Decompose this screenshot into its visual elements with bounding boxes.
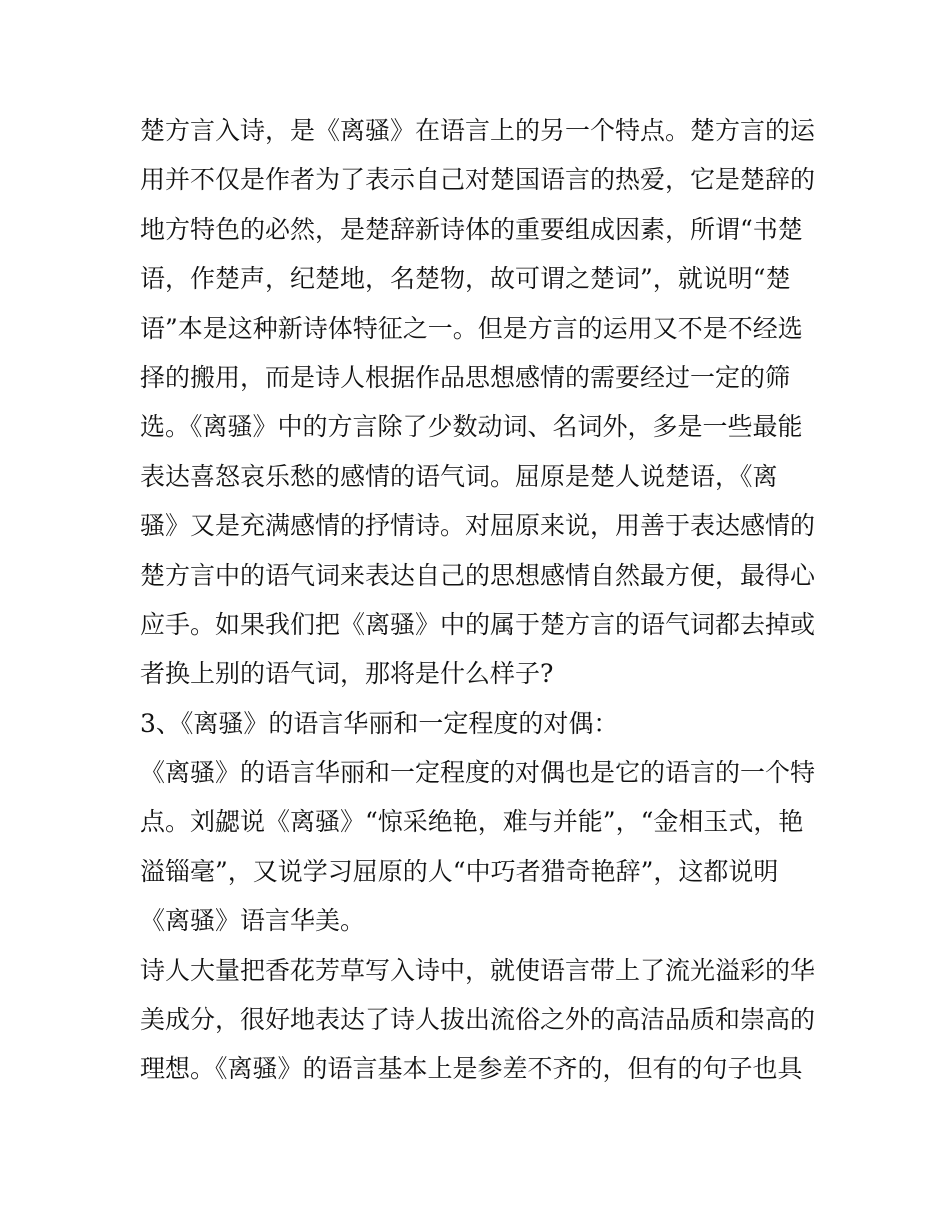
text-line: 应手。如果我们把《离骚》中的属于楚方言的语气词都去掉或 xyxy=(140,609,816,639)
text-line: 者换上别的语气词，那将是什么样子? xyxy=(140,659,554,689)
text-line: 《离骚》语言华美。 xyxy=(140,906,366,936)
paragraph-ornate-language xyxy=(140,748,830,946)
text-line: 语，作楚声，纪楚地，名楚物，故可谓之楚词”，就说明“楚 xyxy=(140,264,791,294)
text-line: 《离骚》的语言华丽和一定程度的对偶也是它的语言的一个特 xyxy=(140,758,816,788)
text-line: 用并不仅是作者为了表示自己对楚国语言的热爱，它是楚辞的 xyxy=(140,165,816,195)
text-line: 楚方言入诗，是《离骚》在语言上的另一个特点。楚方言的运 xyxy=(140,116,816,145)
text-line: 选。《离骚》中的方言除了少数动词、名词外，多是一些最能 xyxy=(140,412,803,442)
text-line: 骚》又是充满感情的抒情诗。对屈原来说，用善于表达感情的 xyxy=(140,511,816,541)
text-line: 美成分，很好地表达了诗人拔出流俗之外的高洁品质和崇高的 xyxy=(140,1005,816,1035)
document-body xyxy=(140,106,830,1094)
text-line: 表达喜怒哀乐愁的感情的语气词。屈原是楚人说楚语，《离 xyxy=(140,461,778,491)
text-line: 理想。《离骚》的语言基本上是参差不齐的，但有的句子也具 xyxy=(140,1054,803,1084)
text-line: 点。刘勰说《离骚》“惊采绝艳，难与并能”，“金相玉式，艳 xyxy=(140,807,804,837)
section-heading xyxy=(140,699,830,748)
text-line: 楚方言中的语气词来表达自己的思想感情自然最方便，最得心 xyxy=(140,560,816,590)
paragraph-fragrant-flowers xyxy=(140,946,830,1094)
section-heading-text: 3、《离骚》的语言华丽和一定程度的对偶： xyxy=(140,708,619,738)
text-line: 择的搬用，而是诗人根据作品思想感情的需要经过一定的筛 xyxy=(140,362,791,392)
text-line: 地方特色的必然，是楚辞新诗体的重要组成因素，所谓“书楚 xyxy=(140,214,803,244)
text-line: 语”本是这种新诗体特征之一。但是方言的运用又不是不经选 xyxy=(140,313,803,343)
text-line: 溢锱毫”，又说学习屈原的人“中巧者猎奇艳辞”，这都说明 xyxy=(140,856,779,886)
text-line: 诗人大量把香花芳草写入诗中，就使语言带上了流光溢彩的华 xyxy=(140,955,816,985)
paragraph-chu-dialect xyxy=(140,106,830,699)
